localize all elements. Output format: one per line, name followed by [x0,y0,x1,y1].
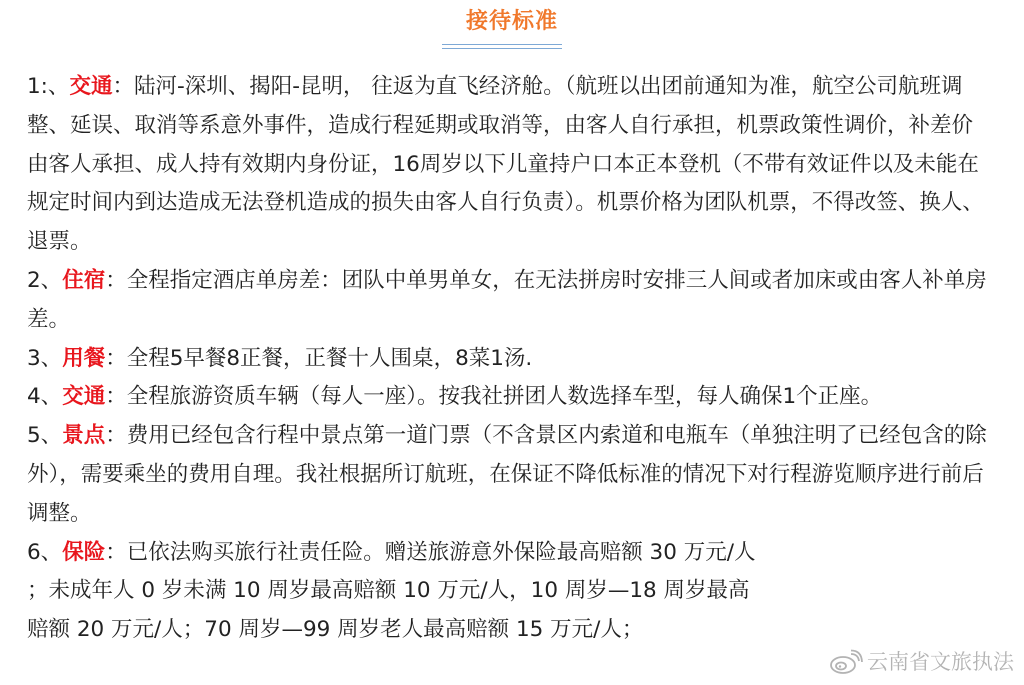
item-text: ：全程旅游资质车辆（每人一座）。按我社拼团人数选择车型，每人确保1个正座。 [105,384,883,410]
watermark [829,649,1014,675]
item-number: 3、 [27,345,63,371]
title-underline [442,44,562,45]
weibo-icon [829,649,863,675]
item-number: 1:、 [27,74,70,99]
item-keyword: 交通 [69,74,113,99]
content-body [27,68,987,650]
insurance-line [27,534,987,573]
item-text: ：全程5早餐8正餐，正餐十人围桌，8菜1汤. [105,345,533,371]
item-keyword: 景点 [62,423,106,449]
item-text: ：陆河-深圳、揭阳-昆明， 往返为直飞经济舱。（航班以出团前通知为准，航空公司航班调整、延误、取消等系意外事件，造成行程延期或取消等，由客人自行承担，机票政策性调价，补差价由客人承担、成人持有效期内身份证，16周岁以下儿童持户口本正本登机（不带有效证件以及未能在规定时间内到达造成无法登机造成的损失由客人自行负责）。机票价格为团队机票，不得改签、换人、退票。 [27,74,984,255]
page-title: 接待标准 [465,9,558,34]
item-insurance [27,534,987,650]
item-keyword: 保险 [62,539,106,565]
item-number: 4、 [27,384,63,410]
item-number: 6、 [27,539,63,565]
item-number: 2、 [27,267,63,293]
item-keyword: 用餐 [62,345,106,371]
watermark-text: 云南省文旅执法 [867,650,1014,674]
item-keyword: 交通 [62,384,106,410]
title-underline-second [442,48,562,49]
insurance-line: ；未成年人 0 岁未满 10 周岁最高赔额 10 万元/人，10 周岁—18 周岁最高 [27,578,750,604]
item-attractions [27,417,987,533]
item-text: ：全程指定酒店单房差：团队中单男单女，在无法拼房时安排三人间或者加床或由客人补单房差。 [27,267,987,332]
item-flight-transport [27,68,987,262]
item-ground-transport [27,378,987,417]
header [0,0,1024,60]
item-accommodation [27,262,987,340]
insurance-line: 赔额 20 万元/人；70 周岁—99 周岁老人最高赔额 15 万元/人； [27,617,644,643]
item-text: ：已依法购买旅行社责任险。赠送旅游意外保险最高赔额 30 万元/人 [105,539,756,565]
item-keyword: 住宿 [62,267,106,293]
item-text: ：费用已经包含行程中景点第一道门票（不含景区内索道和电瓶车（单独注明了已经包含的除外），需要乘坐的费用自理。我社根据所订航班，在保证不降低标准的情况下对行程游览顺序进行前后调整。 [27,423,987,526]
item-meals [27,340,987,379]
item-number: 5、 [27,423,63,449]
